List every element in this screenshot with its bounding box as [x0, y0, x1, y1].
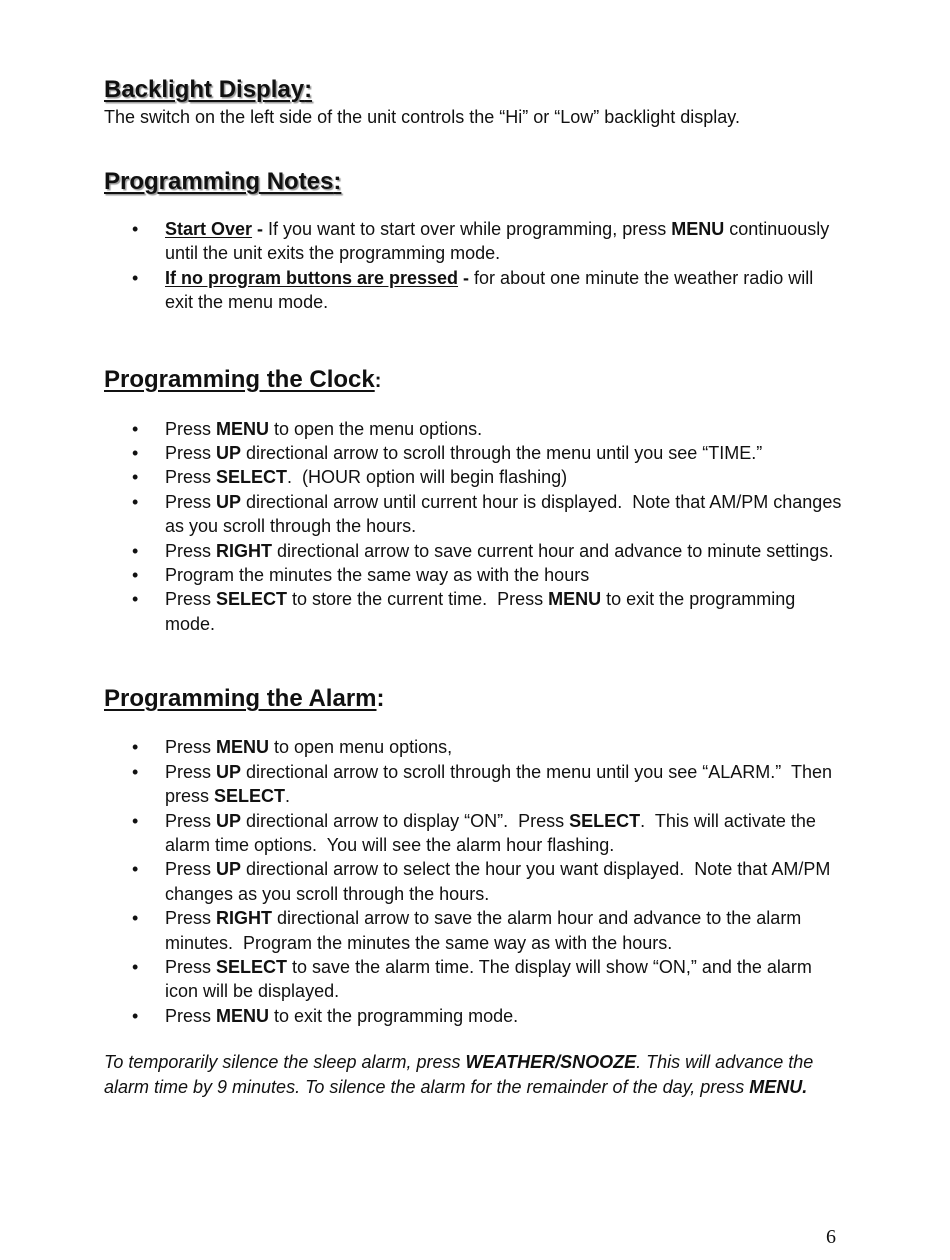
step-text: Press: [165, 956, 217, 977]
step-text: directional arrow to scroll through the menu until you see “TIME.”: [241, 443, 763, 464]
alarm-steps-list: [104, 735, 844, 1028]
list-item: [104, 906, 844, 955]
step-text: Press: [165, 540, 217, 561]
list-item: [104, 417, 844, 441]
list-item: [104, 587, 844, 636]
snooze-note-text: . This will advance the alarm time by 9 minutes. To silence the alarm for the remainder of the day, press: [104, 1052, 814, 1097]
step-keyword: RIGHT: [216, 908, 273, 929]
step-text: directional arrow until current hour is displayed. Note that AM/PM changes as you scroll through the hours.: [165, 491, 847, 537]
manual-page: [104, 74, 847, 1099]
snooze-note-keyword: MENU.: [749, 1076, 808, 1097]
step-text: Press: [165, 467, 217, 488]
step-keyword: SELECT: [216, 956, 288, 977]
programming-notes-heading-colon: :: [333, 168, 342, 195]
list-item: [104, 217, 844, 266]
step-text: Press: [165, 737, 217, 758]
backlight-heading: [104, 74, 844, 106]
list-item: [104, 1004, 844, 1028]
step-keyword: SELECT: [569, 810, 641, 831]
programming-alarm-heading: [104, 683, 844, 715]
note-text: for about one minute the weather radio will exit the menu mode.: [165, 267, 814, 313]
step-text: Press: [165, 443, 217, 464]
step-keyword: MENU: [216, 1005, 270, 1026]
step-text: Press: [165, 810, 217, 831]
step-keyword: MENU: [216, 737, 270, 758]
step-text: . This will activate the alarm time options. You will see the alarm hour flashing.: [165, 810, 821, 855]
list-item: [104, 955, 844, 1004]
step-keyword: UP: [216, 761, 242, 782]
step-text: directional arrow to save current hour and advance to minute settings.: [272, 540, 834, 561]
step-text: Press: [165, 589, 217, 610]
backlight-heading-text: Backlight Display: [104, 76, 305, 103]
step-keyword: RIGHT: [216, 540, 273, 561]
step-text: to exit the programming mode.: [269, 1005, 519, 1026]
note-text: continuously until the unit exits the programming mode.: [165, 219, 830, 264]
step-keyword: UP: [216, 491, 242, 512]
programming-notes-list: [104, 217, 844, 315]
list-item: [104, 539, 844, 563]
list-item: [104, 809, 844, 858]
snooze-note-text: To temporarily silence the sleep alarm, press: [104, 1052, 466, 1073]
programming-alarm-heading-text: Programming the Alarm: [104, 685, 377, 713]
step-text: Press: [165, 761, 217, 782]
step-text: to open the menu options.: [269, 418, 483, 439]
step-text: directional arrow to select the hour you want displayed. Note that AM/PM changes as you scroll through the hours.: [165, 859, 836, 904]
clock-steps-list: [104, 417, 847, 637]
step-keyword: UP: [216, 859, 242, 880]
step-text: Press: [165, 908, 217, 929]
step-text: directional arrow to display “ON”. Press: [241, 810, 570, 831]
backlight-heading-colon: :: [304, 76, 313, 103]
note-separator: -: [458, 267, 475, 288]
step-text: to store the current time. Press: [287, 589, 549, 610]
list-item: [104, 857, 844, 906]
backlight-description: The switch on the left side of the unit controls the “Hi” or “Low” backlight display.: [104, 107, 740, 127]
list-item: [104, 735, 844, 759]
step-keyword: MENU: [548, 589, 602, 610]
step-text: Press: [165, 1005, 217, 1026]
list-item: [104, 266, 844, 315]
note-label: Start Over: [165, 219, 253, 239]
step-text: directional arrow to save the alarm hour and advance to the alarm minutes. Program the minutes the same way as with the hours.: [165, 908, 807, 953]
step-keyword: UP: [216, 810, 242, 831]
note-keyword: MENU: [671, 219, 725, 239]
step-keyword: SELECT: [216, 589, 288, 610]
programming-clock-heading-colon: :: [374, 369, 382, 392]
step-keyword: SELECT: [216, 467, 288, 488]
step-text: . (HOUR option will begin flashing): [287, 467, 568, 488]
step-text: to save the alarm time. The display will show “ON,” and the alarm icon will be displayed.: [165, 956, 812, 1002]
step-text: Press: [165, 491, 217, 512]
list-item: [104, 441, 844, 465]
note-separator: -: [252, 219, 269, 239]
programming-clock-heading: [104, 364, 844, 397]
note-label: If no program buttons are pressed: [165, 267, 459, 288]
step-text: .: [285, 786, 291, 807]
step-text: directional arrow to scroll through the menu until you see “ALARM.” Then press: [165, 761, 837, 807]
step-text: Press: [165, 859, 217, 880]
step-text: Program the minutes the same way as with the hours: [165, 565, 590, 586]
step-text: Press: [165, 418, 217, 439]
programming-clock-heading-text: Programming the Clock: [104, 365, 375, 393]
programming-notes-heading-text: Programming Notes: [104, 168, 334, 195]
step-text: to exit the programming mode.: [165, 589, 796, 634]
list-item: [104, 465, 844, 489]
step-keyword: SELECT: [214, 786, 286, 807]
page-number: 6: [826, 1226, 836, 1248]
step-keyword: UP: [216, 443, 242, 464]
list-item: [104, 490, 847, 539]
list-item: [104, 760, 844, 809]
step-text: to open menu options,: [269, 737, 453, 758]
list-item: [104, 563, 844, 587]
programming-notes-heading: [104, 166, 844, 198]
programming-alarm-heading-colon: :: [376, 685, 385, 713]
snooze-note: [104, 1050, 844, 1099]
snooze-note-keyword: WEATHER/SNOOZE: [465, 1052, 637, 1073]
note-text: If you want to start over while programming, press: [268, 219, 672, 239]
step-keyword: MENU: [216, 418, 270, 439]
